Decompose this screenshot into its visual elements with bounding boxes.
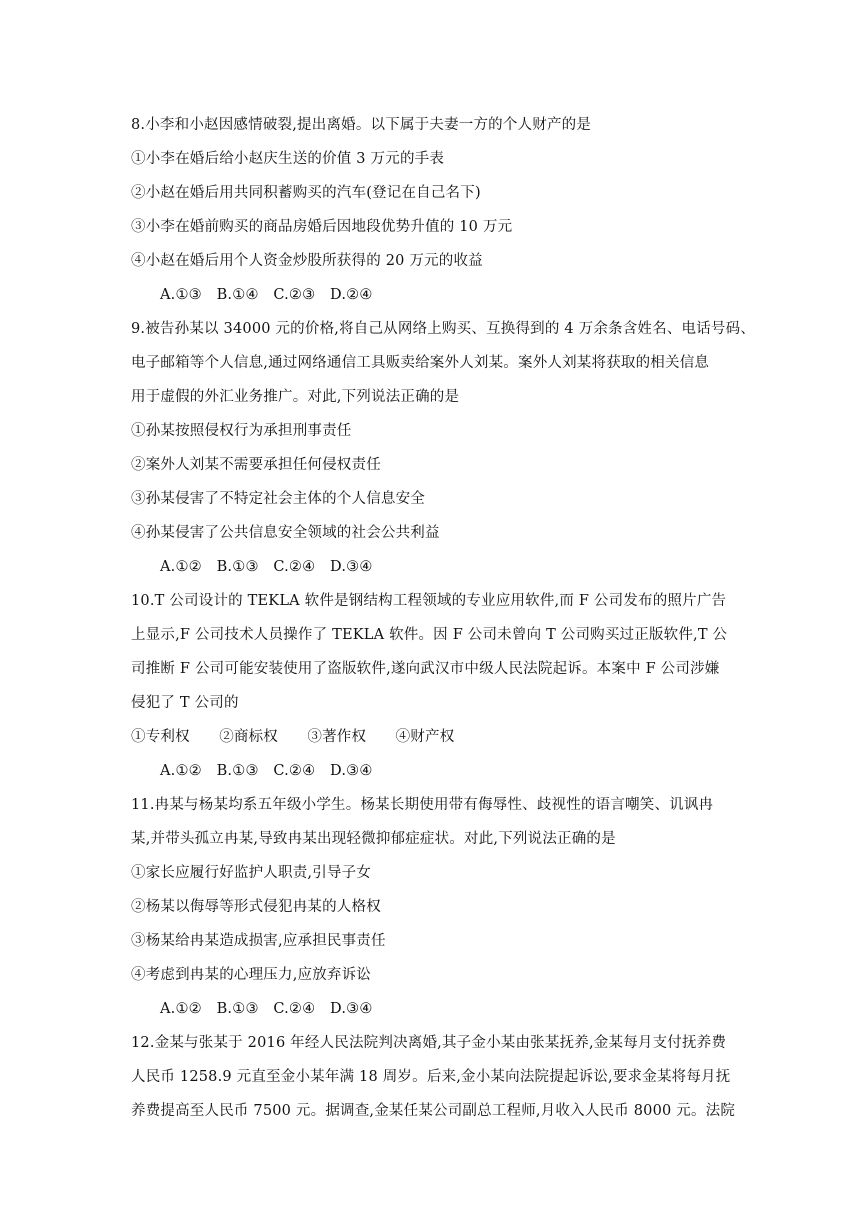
question-stem-line: 电子邮箱等个人信息,通过网络通信工具贩卖给案外人刘某。案外人刘某将获取的相关信息 — [131, 355, 710, 371]
question-stem-line: 9.被告孙某以 34000 元的价格,将自己从网络上购买、互换得到的 4 万余条含姓名、电话号码、 — [131, 321, 756, 337]
answer-item: ①家长应履行好监护人职责,引导子女 — [131, 865, 372, 881]
answer-item: ②案外人刘某不需要承担任何侵权责任 — [131, 457, 381, 473]
answer-item: ④小赵在婚后用个人资金炒股所获得的 20 万元的收益 — [131, 253, 483, 269]
answer-item: ④考虑到冉某的心理压力,应放弃诉讼 — [131, 967, 372, 983]
answer-item: ④孙某侵害了公共信息安全领域的社会公共利益 — [131, 525, 440, 541]
question-stem-line: 8.小李和小赵因感情破裂,提出离婚。以下属于夫妻一方的个人财产的是 — [131, 117, 592, 133]
question-stem-line: 10.T 公司设计的 TEKLA 软件是钢结构工程领域的专业应用软件,而 F 公司发布的照片广告 — [131, 593, 727, 609]
question-10 — [131, 584, 741, 788]
answer-item: ③小李在婚前购买的商品房婚后因地段优势升值的 10 万元 — [131, 219, 513, 235]
answer-item: ①小李在婚后给小赵庆生送的价值 3 万元的手表 — [131, 151, 445, 167]
question-9 — [131, 312, 756, 584]
question-11 — [131, 788, 741, 1026]
exam-page — [131, 108, 756, 1128]
question-stem-line: 侵犯了 T 公司的 — [131, 695, 239, 711]
question-stem-line: 用于虚假的外汇业务推广。对此,下列说法正确的是 — [131, 389, 460, 405]
answer-item: ②小赵在婚后用共同积蓄购买的汽车(登记在自己名下) — [131, 185, 481, 201]
question-stem-line: 12.金某与张某于 2016 年经人民法院判决离婚,其子金小某由张某抚养,金某每月支付抚养费 — [131, 1035, 727, 1051]
question-stem-line: 某,并带头孤立冉某,导致冉某出现轻微抑郁症症状。对此,下列说法正确的是 — [131, 831, 616, 847]
question-stem-line: 上显示,F 公司技术人员操作了 TEKLA 软件。因 F 公司未曾向 T 公司购买过正版软件,T 公 — [131, 627, 728, 643]
question-stem-line: 养费提高至人民币 7500 元。据调查,金某任某公司副总工程师,月收入人民币 8000 元。法院 — [131, 1103, 736, 1119]
question-stem-line: 司推断 F 公司可能安装使用了盗版软件,遂向武汉市中级人民法院起诉。本案中 F 公司涉嫌 — [131, 661, 720, 677]
answer-item: ①孙某按照侵权行为承担刑事责任 — [131, 423, 352, 439]
question-stem-line: 人民币 1258.9 元直至金小某年满 18 周岁。后来,金小某向法院提起诉讼,要求金某将每月抚 — [131, 1069, 731, 1085]
answer-options: A.①② B.①③ C.②④ D.③④ — [160, 763, 373, 779]
answer-options: A.①② B.①③ C.②④ D.③④ — [160, 1001, 373, 1017]
question-12 — [131, 1026, 741, 1128]
answer-item: ②杨某以侮辱等形式侵犯冉某的人格权 — [131, 899, 381, 915]
answer-item: ③杨某给冉某造成损害,应承担民事责任 — [131, 933, 386, 949]
answer-item: ③孙某侵害了不特定社会主体的个人信息安全 — [131, 491, 425, 507]
question-stem-line: 11.冉某与杨某均系五年级小学生。杨某长期使用带有侮辱性、歧视性的语言嘲笑、讥讽冉 — [131, 797, 714, 813]
question-8 — [131, 108, 741, 312]
answer-options: A.①② B.①③ C.②④ D.③④ — [160, 559, 373, 575]
answer-options: A.①③ B.①④ C.②③ D.②④ — [160, 287, 373, 303]
answer-item: ①专利权 ②商标权 ③著作权 ④财产权 — [131, 729, 455, 745]
